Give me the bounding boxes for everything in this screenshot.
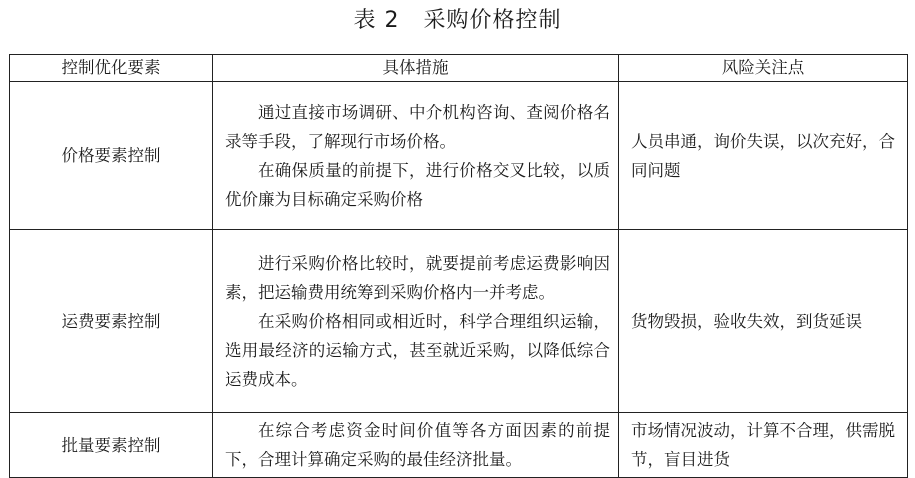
measure-paragraph: 在采购价格相同或相近时，科学合理组织运输，选用最经济的运输方式，甚至就近采购，以降低综合运费成本。: [225, 311, 610, 389]
table-row: [10, 82, 908, 230]
header-control-factor: 控制优化要素: [10, 55, 213, 82]
row-risks-batch: 市场情况波动，计算不合理，供需脱节，盲目进货: [619, 413, 908, 478]
row-measures-batch: [213, 413, 619, 478]
row-measures-freight: [213, 230, 619, 413]
table-title: 表 2 采购价格控制: [353, 8, 562, 33]
row-factor-price: 价格要素控制: [10, 82, 213, 230]
table-row: [10, 413, 908, 478]
row-factor-batch: 批量要素控制: [10, 413, 213, 478]
header-measures: 具体措施: [213, 55, 619, 82]
measure-paragraph: 在综合考虑资金时间价值等各方面因素的前提下，合理计算确定采购的最佳经济批量。: [225, 421, 610, 469]
header-risk-points: 风险关注点: [619, 55, 908, 82]
row-factor-freight: 运费要素控制: [10, 230, 213, 413]
measure-paragraph: 进行采购价格比较时，就要提前考虑运费影响因素，把运输费用统筹到采购价格内一并考虑。: [225, 253, 610, 302]
price-control-table: [9, 54, 908, 478]
row-measures-price: [213, 82, 619, 230]
table-header-row: [10, 55, 908, 82]
measure-paragraph: 通过直接市场调研、中介机构咨询、查阅价格名录等手段，了解现行市场价格。: [225, 102, 610, 151]
row-risks-freight: 货物毁损，验收失效，到货延误: [619, 230, 908, 413]
row-risks-price: 人员串通，询价失误，以次充好，合同问题: [619, 82, 908, 230]
table-row: [10, 230, 908, 413]
measure-paragraph: 在确保质量的前提下，进行价格交叉比较，以质优价廉为目标确定采购价格: [225, 160, 610, 209]
